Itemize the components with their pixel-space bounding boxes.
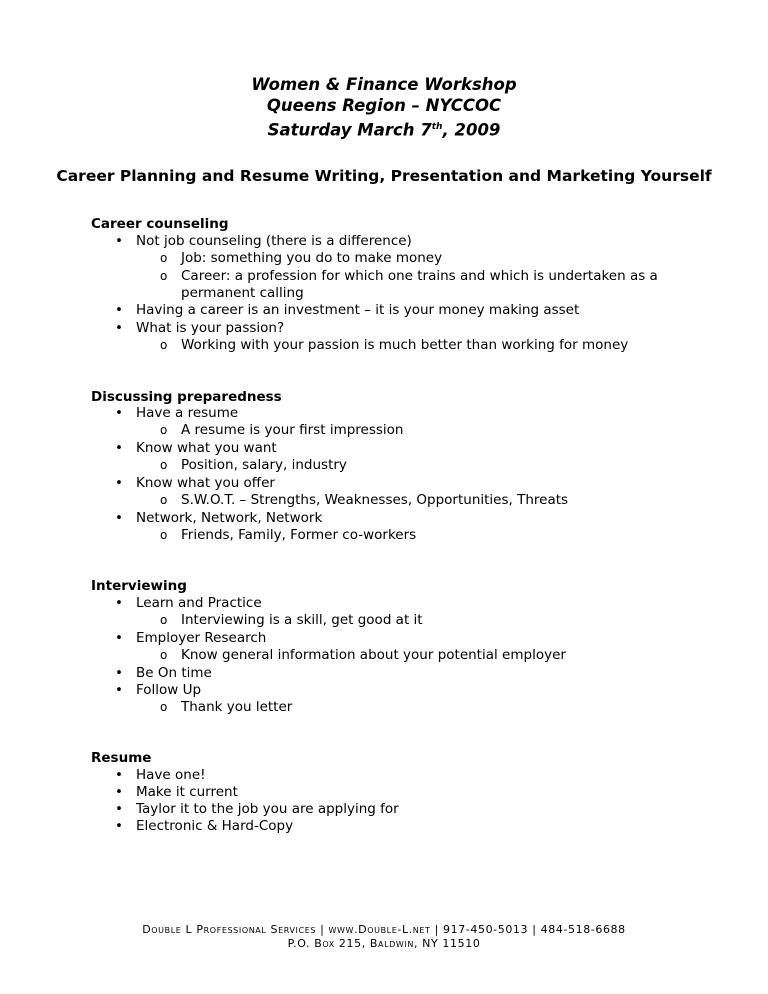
section-heading-discussing-preparedness: Discussing preparedness [91,389,282,405]
workshop-title: Women & Finance Workshop [251,75,517,94]
bullet-icon: • [115,233,123,249]
list-item-text: Working with your passion is much better than working for money [181,337,629,353]
list-item-text: Electronic & Hard-Copy [136,818,294,834]
list-item-text: Have a resume [136,405,239,421]
list-item [115,818,294,835]
section-heading-resume: Resume [91,750,152,766]
sub-bullet-icon: o [160,269,168,283]
bullet-icon: • [115,475,123,491]
bullet-icon: • [115,510,123,526]
list-item [115,510,323,527]
list-item-text: Be On time [136,665,212,681]
sub-list-item [160,422,404,439]
list-item-text: Make it current [136,784,238,800]
date-line [0,117,768,141]
sub-list-item [160,268,658,285]
sub-list-item [160,527,417,544]
bullet-icon: • [115,440,123,456]
bullet-icon: • [115,818,123,834]
section-heading-career-counseling: Career counseling [91,216,229,232]
sub-bullet-icon: o [160,458,168,472]
sub-bullet-icon: o [160,251,168,265]
sub-bullet-icon: o [160,338,168,352]
sub-list-item-continuation: permanent calling [181,285,304,301]
sub-list-item [160,699,293,716]
bullet-icon: • [115,767,123,783]
list-item-text: Interviewing is a skill, get good at it [181,612,423,628]
sub-bullet-icon: o [160,493,168,507]
list-item-text: Taylor it to the job you are applying for [136,801,399,817]
bullet-icon: • [115,595,123,611]
footer-contact-line: Double L Professional Services | www.Double-L.net | 917-450-5013 | 484-518-6688 [142,923,626,936]
sub-bullet-icon: o [160,528,168,542]
section-heading-interviewing: Interviewing [91,578,187,594]
date-year: , 2009 [442,120,501,140]
list-item-text: Having a career is an investment – it is your money making asset [136,302,580,318]
list-item-text: A resume is your first impression [181,422,404,438]
sub-list-item [160,250,443,267]
list-item-text: Network, Network, Network [136,510,323,526]
bullet-icon: • [115,784,123,800]
sub-bullet-icon: o [160,648,168,662]
sub-bullet-icon: o [160,423,168,437]
list-item [115,682,202,699]
date-suffix: th [431,122,443,132]
list-item-text: Learn and Practice [136,595,262,611]
list-item [115,784,238,801]
region-line: Queens Region – NYCCOC [266,96,502,115]
list-item [115,630,267,647]
list-item-text: Employer Research [136,630,267,646]
sub-bullet-icon: o [160,613,168,627]
date-text: Saturday March 7 [267,120,432,140]
list-item [115,801,399,818]
list-item-text: Have one! [136,767,206,783]
bullet-icon: • [115,302,123,318]
list-item [115,440,277,457]
list-item [115,320,285,337]
list-item-text: Position, salary, industry [181,457,347,473]
list-item-text: Know what you want [136,440,277,456]
bullet-icon: • [115,405,123,421]
list-item-text: Job: something you do to make money [181,250,443,266]
list-item-text: Not job counseling (there is a difference) [136,233,412,249]
list-item [115,475,275,492]
document-subtitle: Career Planning and Resume Writing, Presentation and Marketing Yourself [56,167,712,185]
sub-list-item [160,612,423,629]
sub-list-item [160,337,629,354]
list-item [115,665,212,682]
sub-list-item [160,647,566,664]
footer-address-line: P.O. Box 215, Baldwin, NY 11510 [287,937,481,950]
list-item-text: Know general information about your potential employer [181,647,566,663]
list-item [115,302,580,319]
list-item [115,767,206,784]
bullet-icon: • [115,801,123,817]
list-item-text: Friends, Family, Former co-workers [181,527,417,543]
sub-list-item [160,457,347,474]
list-item-text: Follow Up [136,682,202,698]
bullet-icon: • [115,630,123,646]
list-item-text: Know what you offer [136,475,275,491]
list-item-text: What is your passion? [136,320,285,336]
list-item-text: Thank you letter [181,699,293,715]
bullet-icon: • [115,665,123,681]
list-item-text: Career: a profession for which one trains and which is undertaken as a [181,268,658,284]
bullet-icon: • [115,682,123,698]
list-item [115,233,412,250]
list-item [115,595,262,612]
bullet-icon: • [115,320,123,336]
list-item [115,405,239,422]
sub-list-item [160,492,569,509]
sub-bullet-icon: o [160,700,168,714]
list-item-text: S.W.O.T. – Strengths, Weaknesses, Opportunities, Threats [181,492,569,508]
